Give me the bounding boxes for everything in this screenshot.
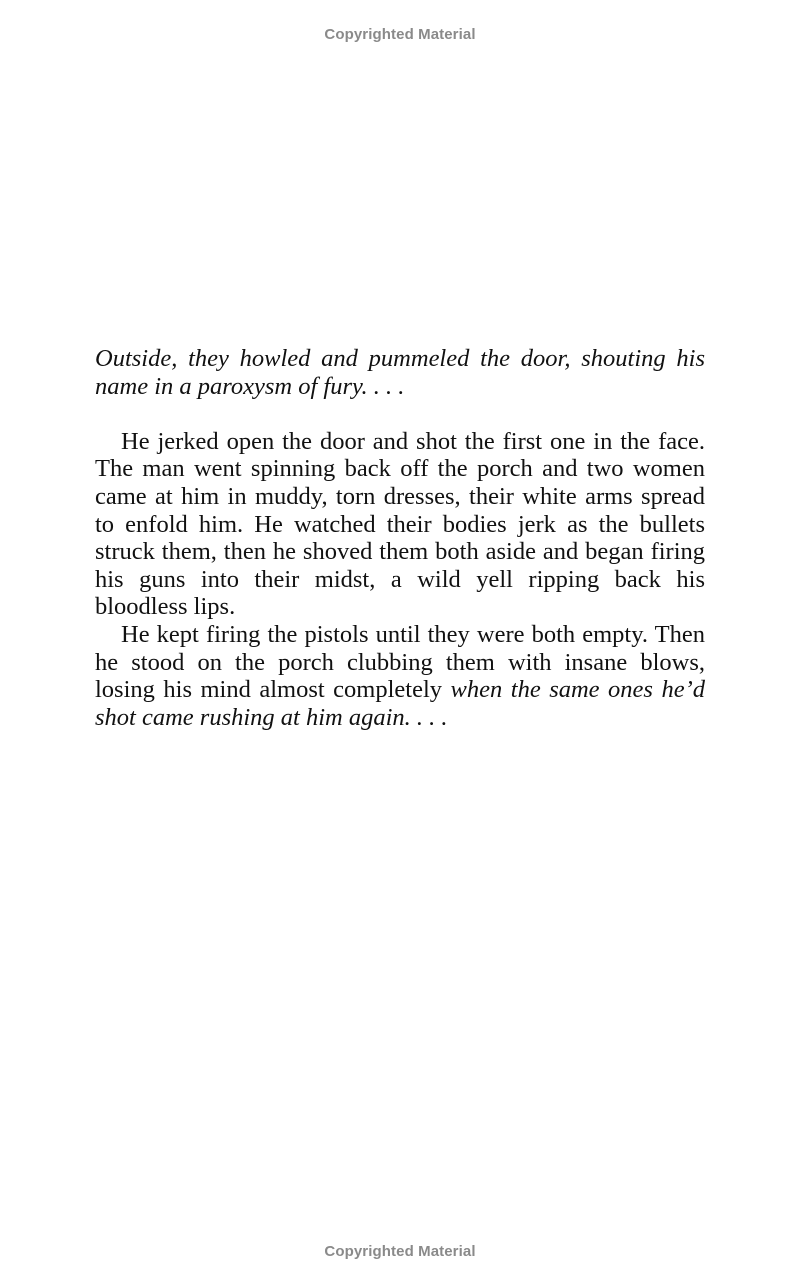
copyright-watermark-top: Copyrighted Material	[324, 26, 476, 43]
page-text	[95, 345, 705, 731]
paragraph-2	[95, 621, 705, 731]
paragraph-2-text: He kept firing the pistols until they were both empty. Then he stood on the porch clubbing them with insane blows, losing his mind almost completely	[95, 620, 705, 704]
paragraph-spacer	[95, 400, 705, 428]
epigraph: Outside, they howled and pummeled the door, shouting his name in a paroxysm of fury. . . .	[95, 345, 705, 400]
paragraph-2-italic: when the same ones he’d shot came rushing at him again. . . .	[95, 676, 705, 731]
paragraph-1: He jerked open the door and shot the first one in the face. The man went spinning back off the porch and two women came at him in muddy, torn dresses, their white arms spread to enfold him. He watched their bodies jerk as the bullets struck them, then he shoved them both aside and began firing his guns into their midst, a wild yell ripping back his bloodless lips.	[95, 427, 705, 621]
copyright-watermark-bottom: Copyrighted Material	[324, 1243, 476, 1260]
